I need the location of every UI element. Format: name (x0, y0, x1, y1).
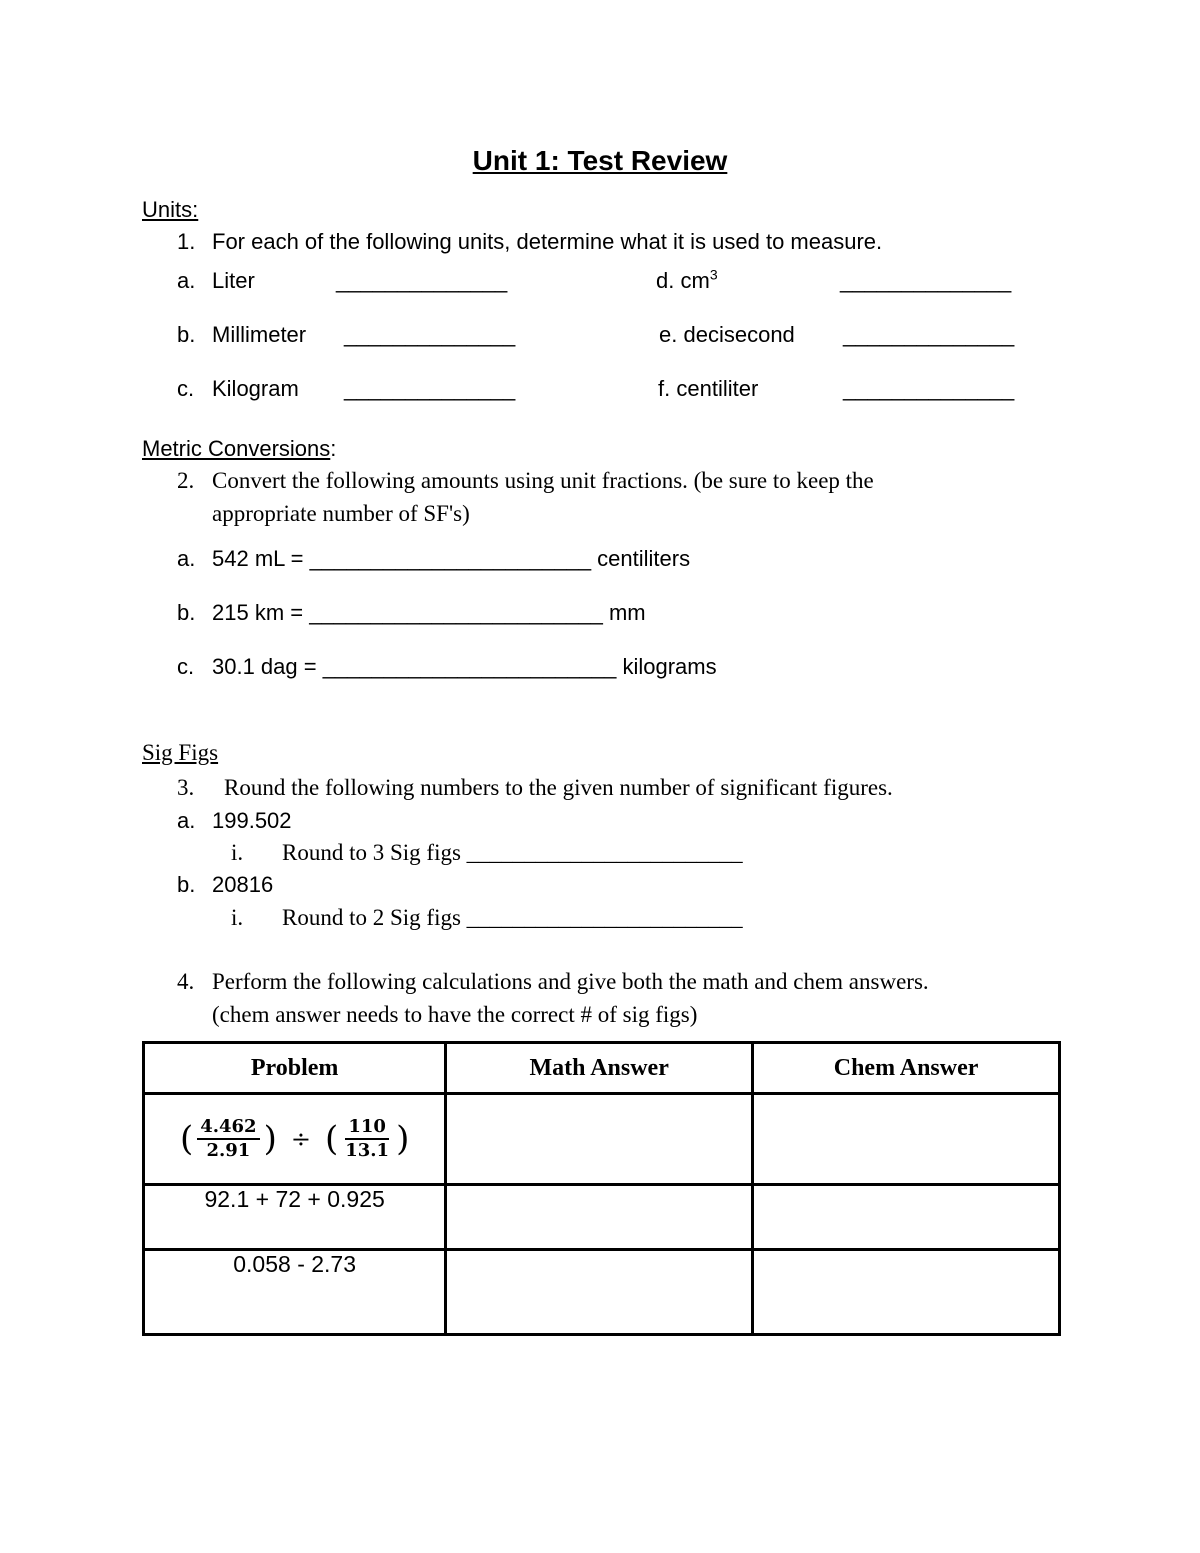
table-row (144, 1250, 1060, 1335)
header-math-answer: Math Answer (446, 1043, 753, 1094)
math-answer-cell-2[interactable] (446, 1185, 753, 1250)
question-4-line1: Perform the following calculations and give both the math and chem answers. (212, 969, 929, 994)
close-paren: ) (263, 1119, 277, 1159)
fraction-expression (180, 1116, 409, 1161)
question-3-number: 3. (177, 775, 195, 800)
metric-heading: Metric Conversions (142, 436, 331, 461)
fraction-1 (197, 1116, 259, 1161)
chem-answer-cell-1[interactable] (753, 1094, 1060, 1185)
unit-e-label: decisecond (683, 322, 795, 347)
question-3-text: Round the following numbers to the given number of significant figures. (224, 775, 893, 800)
question-2-number: 2. (177, 468, 195, 493)
unit-a-blank[interactable]: ______________ (336, 268, 508, 293)
fraction-2 (342, 1116, 392, 1161)
unit-d-label: cm (680, 268, 710, 293)
sigfig-b-letter: b. (177, 872, 196, 897)
question-1-text: For each of the following units, determine what it is used to measure. (212, 229, 883, 254)
problem-cell-1 (144, 1094, 446, 1185)
problem-cell-3: 0.058 - 2.73 (144, 1250, 446, 1335)
question-1-number: 1. (177, 229, 196, 254)
table-row (144, 1094, 1060, 1185)
open-paren: ( (324, 1119, 339, 1159)
sigfig-b-value: 20816 (212, 872, 274, 897)
fraction-2-numerator: 110 (345, 1116, 389, 1140)
unit-f-label: centiliter (676, 376, 759, 401)
header-problem: Problem (144, 1043, 446, 1094)
unit-b-label: Millimeter (212, 322, 307, 347)
unit-d-superscript: 3 (709, 266, 718, 283)
table-row (144, 1185, 1060, 1250)
metric-heading-line (142, 436, 336, 462)
sigfig-a-sub-number: i. (231, 840, 244, 865)
question-4-line2: (chem answer needs to have the correct # of sig figs) (212, 1002, 698, 1027)
conversion-c-text[interactable]: 30.1 dag = ________________________ kilograms (212, 654, 717, 679)
units-heading: Units: (142, 197, 199, 222)
unit-d-blank[interactable]: ______________ (840, 268, 1012, 293)
conversion-b-text[interactable]: 215 km = ________________________ mm (212, 600, 646, 625)
unit-a-letter: a. (177, 268, 196, 293)
math-answer-cell-3[interactable] (446, 1250, 753, 1335)
unit-b-letter: b. (177, 322, 196, 347)
header-chem-answer: Chem Answer (753, 1043, 1060, 1094)
unit-d-item (656, 268, 718, 294)
problem-cell-2: 92.1 + 72 + 0.925 (144, 1185, 446, 1250)
sigfig-b-sub-number: i. (231, 905, 244, 930)
sigfig-a-sub-text[interactable]: Round to 3 Sig figs ________________________ (282, 840, 743, 865)
conversion-a-text[interactable]: 542 mL = _______________________ centiliters (212, 546, 691, 571)
unit-f-blank[interactable]: ______________ (843, 376, 1015, 401)
question-2-line1: Convert the following amounts using unit fractions. (be sure to keep the (212, 468, 874, 493)
math-answer-cell-1[interactable] (446, 1094, 753, 1185)
unit-b-blank[interactable]: ______________ (344, 322, 516, 347)
divide-operator: ÷ (290, 1125, 311, 1153)
unit-c-label: Kilogram (212, 376, 299, 401)
unit-a-label: Liter (212, 268, 255, 293)
sigfig-b-sub-text[interactable]: Round to 2 Sig figs ________________________ (282, 905, 743, 930)
page-title: Unit 1: Test Review (472, 145, 728, 176)
unit-e-item (659, 322, 795, 348)
sigfig-a-value: 199.502 (212, 808, 292, 833)
sigfig-a-letter: a. (177, 808, 196, 833)
sigfigs-heading: Sig Figs (142, 740, 219, 765)
fraction-1-numerator: 4.462 (197, 1116, 259, 1140)
question-2-line2: appropriate number of SF's) (212, 501, 470, 526)
chem-answer-cell-3[interactable] (753, 1250, 1060, 1335)
unit-d-letter: d. (656, 268, 675, 293)
metric-heading-colon: : (330, 436, 337, 461)
conversion-c-letter: c. (177, 654, 195, 679)
unit-f-item (658, 376, 758, 402)
unit-c-blank[interactable]: ______________ (344, 376, 516, 401)
question-4-number: 4. (177, 969, 195, 994)
fraction-2-denominator: 13.1 (345, 1140, 390, 1161)
open-paren: ( (179, 1119, 194, 1159)
unit-f-letter: f. (658, 376, 671, 401)
calculation-table (142, 1041, 1061, 1336)
unit-e-letter: e. (659, 322, 678, 347)
close-paren: ) (396, 1119, 410, 1159)
fraction-1-denominator: 2.91 (206, 1140, 251, 1161)
conversion-a-letter: a. (177, 546, 196, 571)
unit-c-letter: c. (177, 376, 195, 401)
chem-answer-cell-2[interactable] (753, 1185, 1060, 1250)
conversion-b-letter: b. (177, 600, 196, 625)
unit-e-blank[interactable]: ______________ (843, 322, 1015, 347)
table-header-row (144, 1043, 1060, 1094)
